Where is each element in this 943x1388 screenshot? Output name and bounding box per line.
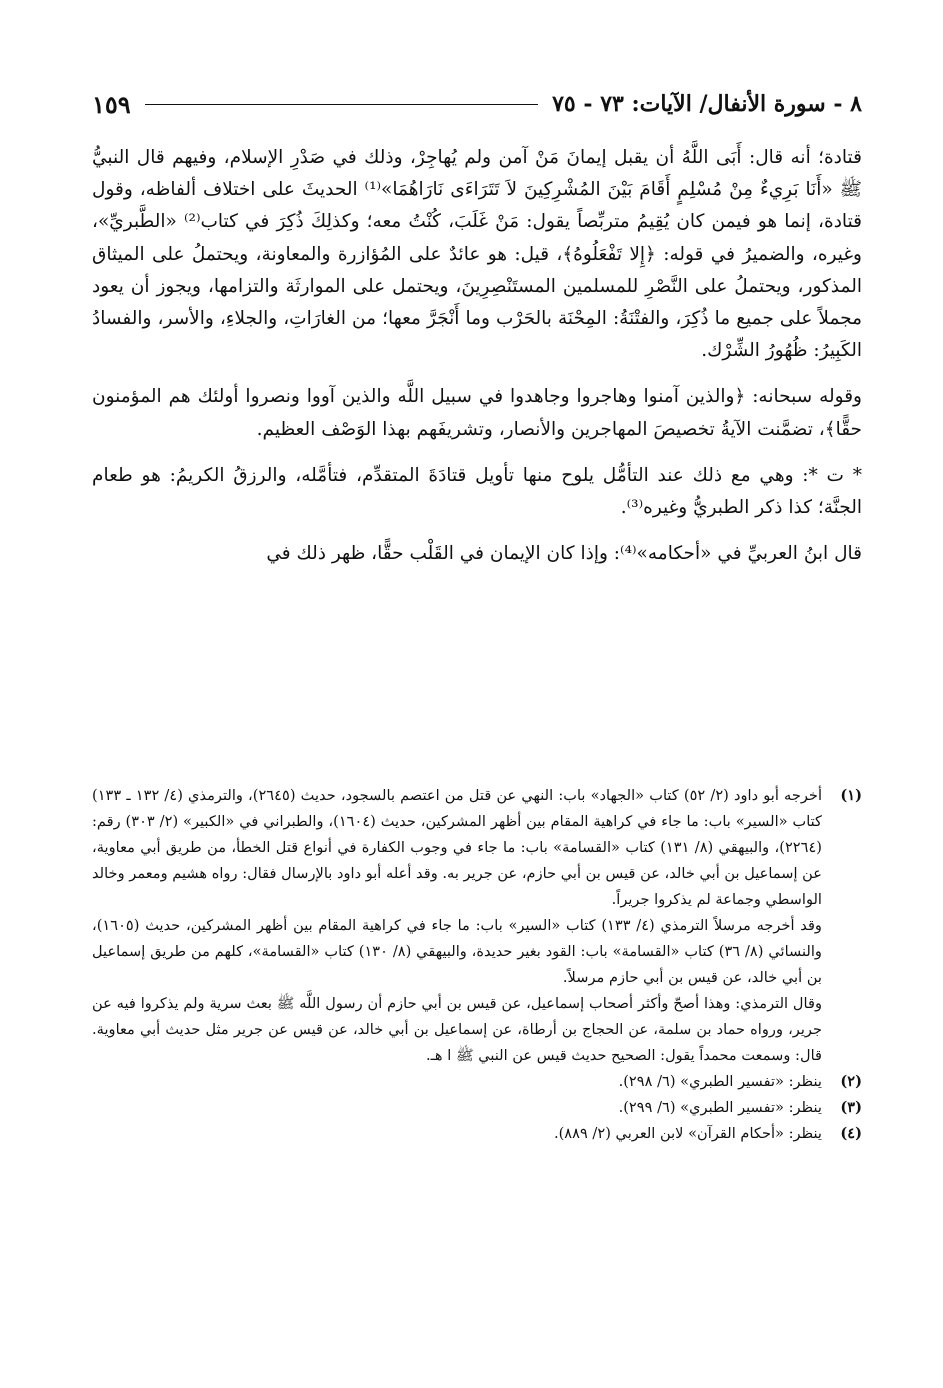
paragraph-3: * ت *: وهي مع ذلك عند التأمُّل يلوح منها تأويل قتادَةَ المتقدِّم، فتأمَّله، والرزقُ الكريمُ: هو طعام الجنَّة؛ كذا ذكر الطبريُّ وغيره⁽³⁾. xyxy=(92,464,862,519)
footnote-body xyxy=(92,1095,822,1121)
page-number: ١٥٩ xyxy=(92,89,131,119)
footnote-body xyxy=(92,1069,822,1095)
footnote-paragraph: وقال الترمذي: وهذا أصحّ وأكثر أصحاب إسماعيل، عن قيس بن أبي حازم أن رسول اللَّه ﷺ بعث سرية ولم يذكروا فيه عن جرير، ورواه حماد بن سلمة، عن الحجاج بن أرطاة، عن إسماعيل بن أبي خالد، عن قيس عن جرير مثل حديث أبي معاوية. قال: وسمعت محمداً يقول: الصحيح حديث قيس عن النبي ﷺ ا هـ. xyxy=(92,995,822,1064)
page-header xyxy=(92,84,862,124)
header-rule xyxy=(145,104,538,105)
footnote-paragraph: ينظر: «تفسير الطبري» (٦/ ٢٩٨). xyxy=(618,1073,822,1090)
footnote-number: (٣) xyxy=(840,1099,862,1116)
footnote-2 xyxy=(92,1069,862,1095)
paragraph-2: وقوله سبحانه: ﴿والذين آمنوا وهاجروا وجاهدوا في سبيل اللَّه والذين آووا ونصروا أولئك هم المؤمنون حقًّا﴾، تضمَّنت الآيةُ تخصيصَ المهاجرين والأنصار، وتشريفَهم بهذا الوَصْف العظيم. xyxy=(92,386,862,440)
footnote-number: (٤) xyxy=(840,1125,862,1142)
footnote-number: (٢) xyxy=(840,1073,862,1090)
footnote-body xyxy=(92,1121,822,1147)
footnote-3 xyxy=(92,1095,862,1121)
footnote-4 xyxy=(92,1121,862,1147)
footnote-paragraph: ينظر: «أحكام القرآن» لابن العربي (٢/ ٨٨٩). xyxy=(553,1125,822,1142)
footnote-1 xyxy=(92,783,862,1069)
paragraph-4: قال ابنُ العربيِّ في «أحكامه»⁽⁴⁾: وإذا كان الإيمان في القَلْب حقًّا، ظهر ذلك في xyxy=(266,543,862,565)
main-text xyxy=(92,142,862,570)
paragraph-1: قتادة؛ أنه قال: أَبَى اللَّهُ أن يقبل إيمانَ مَنْ آمن ولم يُهاجِرْ، وذلك في صَدْرِ الإسلام، وفيهم قال النبيُّ ﷺ «أَنَا بَرِيءٌ مِنْ مُسْلِمٍ أَقَامَ بَيْنَ المُشْرِكِينَ لاَ تَتَرَاءَى نَارَاهُمَا»⁽¹⁾ الحديثَ على اختلاف ألفاظه، وقول قتادة، إنما هو فيمن كان يُقِيمُ متربِّصاً يقول: مَنْ غَلَبَ، كُنْتُ معه؛ وكذلِكَ ذُكِرَ في كتاب⁽²⁾ «الطَّبريِّ»، وغيره، والضميرُ في قوله: ﴿إِلا تَفْعَلُوهُ﴾، قيل: هو عائدٌ على المُؤازرة والمعاونة، ويحتملُ على الميثاق المذكور، ويحتملُ على النَّصْرِ للمسلمين المستَنْصِرِينَ، ويحتمل على الموارثَة والتزامها، ويجوز أن يعود مجملاً على جميع ما ذُكِرَ، والفتْنَةُ: المِحْنَة بالحَرْب وما أَنْجَرَّ معها؛ من الغارَاتِ، والجلاءِ، والأسر، والفسادُ الكَبِيرُ: ظُهُورُ الشِّرْك. xyxy=(92,147,862,362)
footnote-paragraph: ينظر: «تفسير الطبري» (٦/ ٢٩٩). xyxy=(618,1099,822,1116)
footnote-paragraph: وقد أخرجه مرسلاً الترمذي (٤/ ١٣٣) كتاب «السير» باب: ما جاء في كراهية المقام بين أظهر المشركين، حديث (١٦٠٥)، والنسائي (٨/ ٣٦) كتاب «القسامة» باب: القود بغير حديدة، والبيهقي (٨/ ١٣٠) كتاب «القسامة»، كلهم من طريق إسماعيل بن أبي خالد، عن قيس بن أبي حازم مرسلاً. xyxy=(92,917,822,986)
footnotes xyxy=(92,783,862,1147)
footnote-body xyxy=(92,783,822,1069)
footnote-paragraph: أخرجه أبو داود (٢/ ٥٢) كتاب «الجهاد» باب: النهي عن قتل من اعتصم بالسجود، حديث (٢٦٤٥)، والترمذي (٤/ ١٣٢ ـ ١٣٣) كتاب «السير» باب: ما جاء في كراهية المقام بين أظهر المشركين، حديث (١٦٠٤)، والطبراني في «الكبير» (٢/ ٣٠٣) رقم: (٢٢٦٤)، والبيهقي (٨/ ١٣١) كتاب «القسامة» باب: ما جاء في وجوب الكفارة في أنواع قتل الخطأ، من طريق أبي معاوية، عن إسماعيل بن أبي خالد، عن قيس بن أبي حازم، عن جرير به. وقد أعله أبو داود بالإرسال فقال: رواه هشيم ومعمر وخالد الواسطي وجماعة لم يذكروا جريراً. xyxy=(92,787,822,908)
running-title: ٨ - سورة الأنفال/ الآيات: ٧٣ - ٧٥ xyxy=(552,91,862,117)
footnote-number: (١) xyxy=(840,787,862,804)
